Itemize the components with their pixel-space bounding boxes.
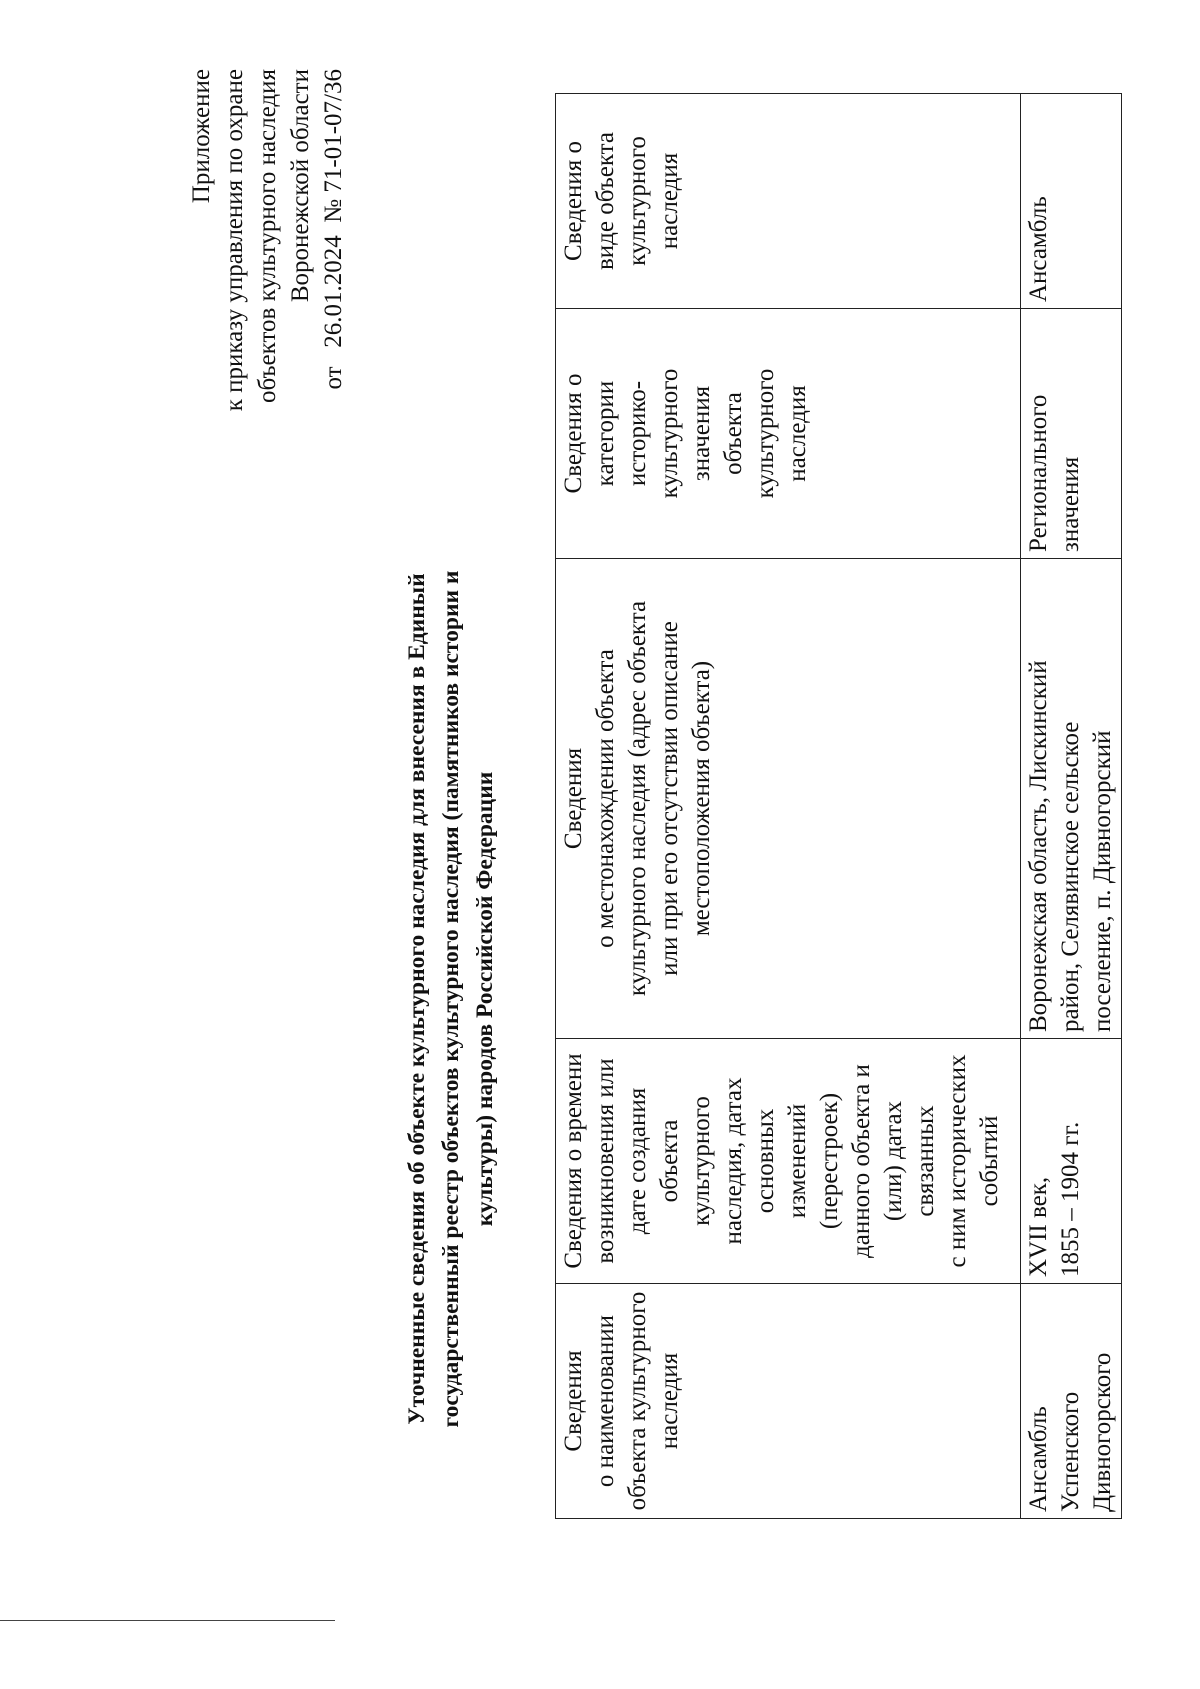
- cell-line: (или) датах: [880, 1100, 907, 1222]
- cell-line: культурного: [656, 368, 683, 499]
- cell-line: поселение, п. Дивногорский: [1089, 730, 1116, 1032]
- cell-line: наследия, датах: [720, 1077, 747, 1245]
- cell-line: 1855 – 1904 гг.: [1057, 1121, 1084, 1277]
- cell-line: событий: [976, 1115, 1003, 1207]
- row-name-cell: [1021, 1284, 1122, 1519]
- cell-line: Сведения о: [560, 373, 587, 494]
- cell-line: значения: [688, 385, 715, 482]
- row-location-cell: [1021, 559, 1122, 1039]
- header-kind-text: [558, 100, 686, 302]
- order-date-number: от 26.01.2024 № 71-01-07/36: [320, 69, 347, 390]
- cell-line: дате создания: [624, 1087, 651, 1235]
- cell-line: местоположения объекта): [688, 660, 715, 937]
- cell-line: о местонахождении объекта: [592, 649, 619, 948]
- row-category-text: [1023, 315, 1087, 552]
- row-date-text: [1023, 1045, 1087, 1277]
- heritage-table: [555, 93, 1122, 1519]
- cell-line: виде объекта: [592, 132, 619, 271]
- cell-line: культурного наследия (адрес объекта: [624, 600, 651, 997]
- cell-line: данного объекта и: [848, 1064, 875, 1258]
- cell-line: о наименовании: [592, 1314, 619, 1488]
- cell-line: основных: [752, 1108, 779, 1214]
- row-location-text: [1023, 565, 1119, 1032]
- cell-line: Сведения: [560, 747, 587, 850]
- cell-line: Успенского: [1057, 1391, 1084, 1512]
- cell-line: или при его отсутствии описание: [656, 621, 683, 976]
- cell-line: связанных: [912, 1105, 939, 1217]
- order-reference: к приказу управления по охране: [221, 69, 248, 412]
- document-title: [400, 474, 502, 1524]
- cell-line: наследия: [656, 152, 683, 250]
- row-kind-text: [1023, 100, 1055, 302]
- order-authority: объектов культурного наследия: [254, 69, 281, 403]
- order-region: Воронежской области: [287, 69, 314, 303]
- cell-line: объекта: [720, 392, 747, 475]
- cell-line: культурного: [688, 1096, 715, 1226]
- cell-line: Регионального: [1025, 394, 1052, 552]
- cell-line: с ним исторических: [944, 1054, 971, 1268]
- row-date-cell: [1021, 1039, 1122, 1284]
- appendix-header: [185, 69, 350, 629]
- table-header-row: [556, 94, 1021, 1519]
- cell-line: Дивногорского: [1089, 1352, 1116, 1512]
- cell-line: наследия: [656, 1352, 683, 1450]
- heritage-table-container: [555, 94, 1116, 1519]
- header-date-text: [558, 1045, 1006, 1277]
- cell-line: район, Селявинское сельское: [1057, 721, 1084, 1032]
- cell-line: Воронежская область, Лискинский: [1025, 660, 1052, 1032]
- cell-line: (перестроек): [816, 1092, 843, 1230]
- cell-line: Ансамбль: [1025, 1406, 1052, 1512]
- footer-rule: [0, 1620, 335, 1621]
- cell-line: историко-: [624, 380, 651, 487]
- title-line-2: государственный реестр объектов культурного наследия (памятников истории и: [438, 570, 464, 1428]
- cell-line: значения: [1057, 456, 1084, 552]
- header-category-text: [558, 315, 814, 552]
- cell-line: Ансамбль: [1025, 196, 1052, 302]
- cell-line: возникновения или: [592, 1058, 619, 1264]
- table-row: [1021, 94, 1122, 1519]
- title-line-3: культуры) народов Российской Федерации: [472, 771, 498, 1227]
- row-kind-cell: [1021, 94, 1122, 309]
- cell-line: Сведения: [560, 1350, 587, 1452]
- cell-line: Сведения о: [560, 141, 587, 261]
- header-location-cell: [556, 559, 1021, 1039]
- cell-line: Сведения о времени: [560, 1053, 587, 1269]
- cell-line: объекта: [656, 1119, 683, 1203]
- header-date-cell: [556, 1039, 1021, 1284]
- header-kind-cell: [556, 94, 1021, 309]
- header-name-text: [558, 1290, 686, 1512]
- header-name-cell: [556, 1284, 1021, 1519]
- title-line-1: Уточненные сведения об объекте культурного наследия для внесения в Единый: [404, 573, 430, 1425]
- cell-line: наследия: [784, 385, 811, 482]
- header-location-text: [558, 565, 718, 1032]
- header-category-cell: [556, 309, 1021, 559]
- cell-line: культурного: [752, 368, 779, 499]
- cell-line: XVII век,: [1025, 1176, 1052, 1277]
- cell-line: объекта культурного: [624, 1291, 651, 1511]
- cell-line: культурного: [624, 136, 651, 266]
- cell-line: изменений: [784, 1103, 811, 1219]
- row-category-cell: [1021, 309, 1122, 559]
- row-name-text: [1023, 1290, 1119, 1512]
- appendix-label: Приложение: [188, 69, 215, 204]
- cell-line: категории: [592, 380, 619, 487]
